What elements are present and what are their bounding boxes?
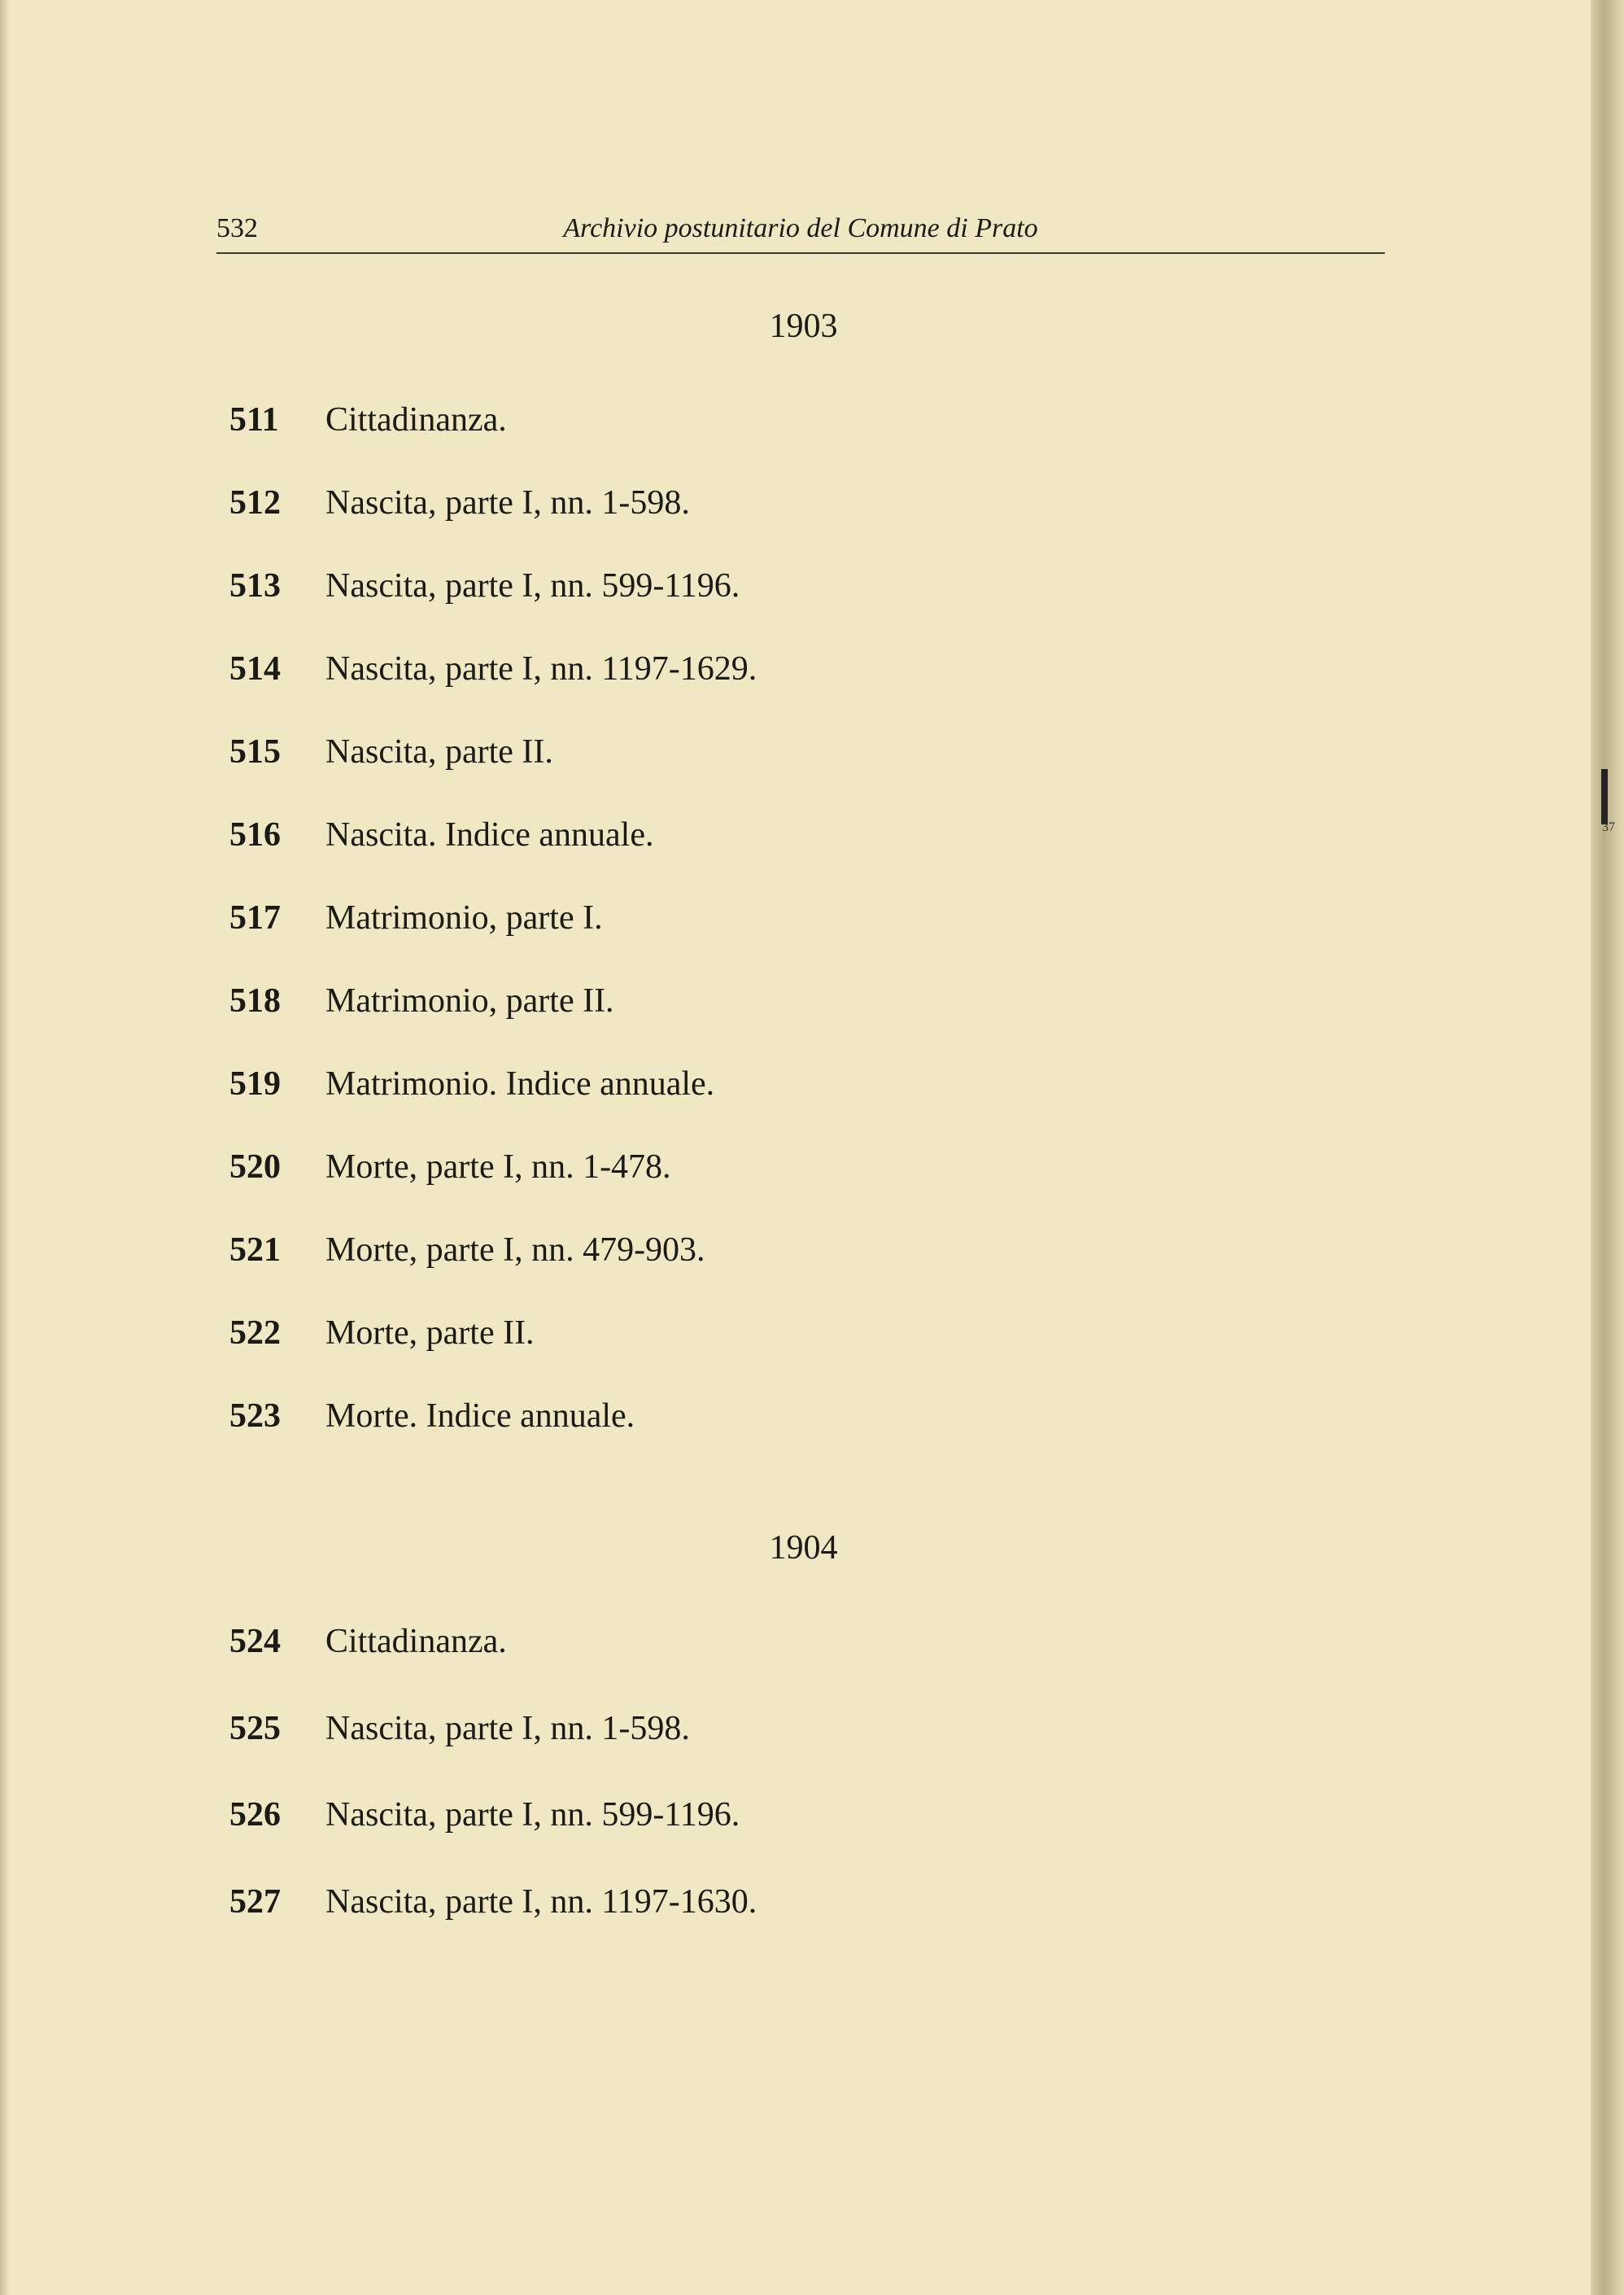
item-description: Cittadinanza. xyxy=(325,401,507,439)
edge-tab-number: 37 xyxy=(1602,820,1615,834)
list-item xyxy=(229,728,553,776)
list-item xyxy=(229,1878,757,1926)
running-title: Archivio postunitario del Comune di Prato xyxy=(563,213,1038,243)
list-item xyxy=(229,1791,740,1838)
bleed-through-shadow xyxy=(879,321,1383,354)
year-heading: 1903 xyxy=(769,308,838,345)
item-description: Nascita, parte I, nn. 1-598. xyxy=(325,1710,690,1747)
list-item xyxy=(229,1392,635,1440)
list-item xyxy=(229,562,740,610)
page-right-edge xyxy=(1591,0,1624,2295)
item-description: Morte. Indice annuale. xyxy=(325,1397,635,1435)
list-item xyxy=(229,1705,690,1752)
item-number: 511 xyxy=(229,401,279,439)
item-description: Matrimonio, parte I. xyxy=(325,899,603,937)
edge-tab-marker xyxy=(1601,769,1608,824)
item-description: Matrimonio, parte II. xyxy=(325,982,614,1020)
list-item xyxy=(229,1618,507,1665)
list-item xyxy=(229,396,507,444)
page-header xyxy=(216,210,1385,254)
item-number: 517 xyxy=(229,899,281,937)
list-item xyxy=(229,1060,714,1108)
list-item xyxy=(229,811,653,859)
item-description: Nascita, parte I, nn. 1197-1629. xyxy=(325,650,757,688)
list-item xyxy=(229,1226,705,1274)
list-item xyxy=(229,645,757,693)
list-item xyxy=(229,1309,535,1357)
list-item xyxy=(229,479,690,527)
item-description: Morte, parte I, nn. 479-903. xyxy=(325,1231,705,1269)
item-number: 525 xyxy=(229,1710,281,1747)
item-number: 524 xyxy=(229,1623,281,1660)
item-number: 523 xyxy=(229,1397,281,1435)
item-description: Matrimonio. Indice annuale. xyxy=(325,1065,715,1103)
item-number: 522 xyxy=(229,1314,281,1352)
item-number: 521 xyxy=(229,1231,281,1269)
item-number: 520 xyxy=(229,1148,281,1186)
item-number: 526 xyxy=(229,1796,281,1834)
item-number: 516 xyxy=(229,816,281,854)
list-item xyxy=(229,1143,671,1191)
item-description: Nascita, parte I, nn. 1197-1630. xyxy=(325,1883,757,1921)
item-number: 513 xyxy=(229,567,281,605)
item-number: 514 xyxy=(229,650,281,688)
item-description: Nascita, parte I, nn. 599-1196. xyxy=(325,1796,740,1834)
page-left-edge xyxy=(0,0,10,2295)
item-number: 519 xyxy=(229,1065,281,1103)
list-item xyxy=(229,894,603,942)
list-item xyxy=(229,977,614,1025)
item-number: 527 xyxy=(229,1883,281,1921)
item-description: Morte, parte I, nn. 1-478. xyxy=(325,1148,671,1186)
item-description: Cittadinanza. xyxy=(325,1623,507,1660)
year-heading: 1904 xyxy=(769,1529,838,1567)
item-number: 512 xyxy=(229,484,281,522)
item-description: Morte, parte II. xyxy=(325,1314,535,1352)
item-description: Nascita. Indice annuale. xyxy=(325,816,654,854)
page-number: 532 xyxy=(216,213,258,243)
item-number: 515 xyxy=(229,733,281,771)
item-number: 518 xyxy=(229,982,281,1020)
item-description: Nascita, parte II. xyxy=(325,733,553,771)
item-description: Nascita, parte I, nn. 599-1196. xyxy=(325,567,740,605)
item-description: Nascita, parte I, nn. 1-598. xyxy=(325,484,690,522)
